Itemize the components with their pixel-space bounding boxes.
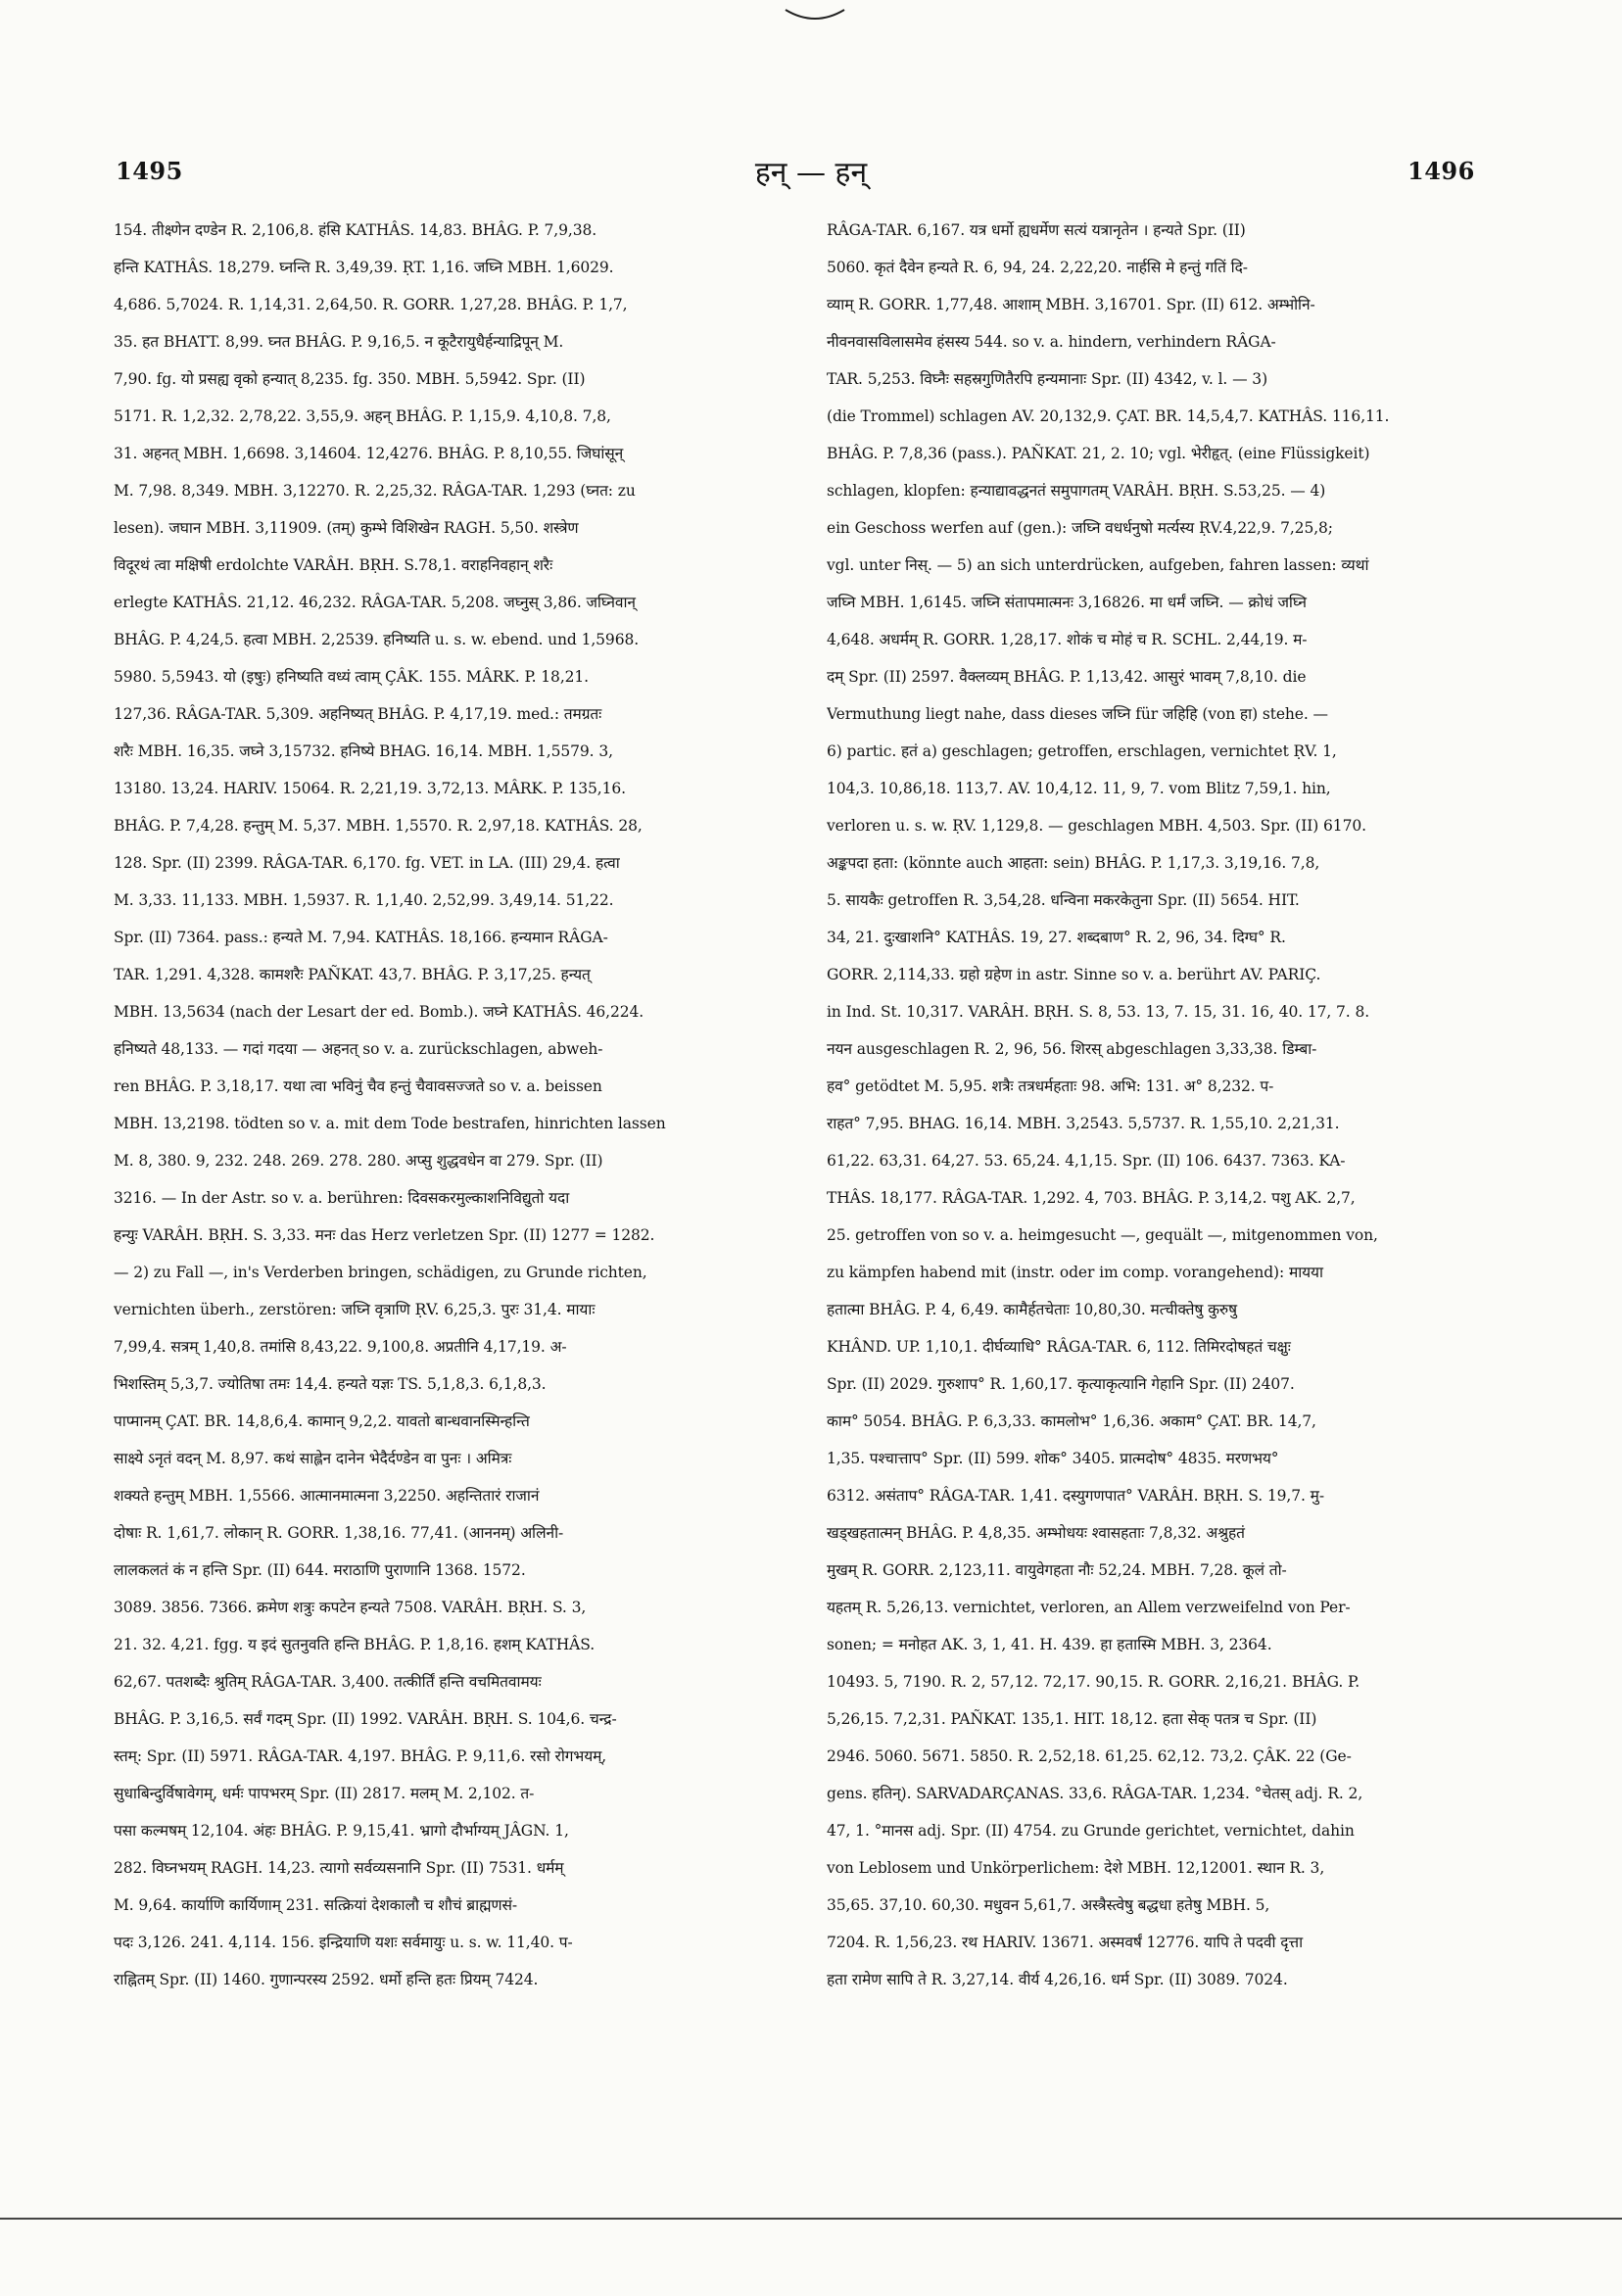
- right-column-line: व्याम् R. GORR. 1,77,48. आशाम् MBH. 3,16701. Spr. (II) 612. अम्भोनि-: [827, 296, 1315, 313]
- left-column-line: 7,90. fg. यो प्रसह्य वृको हन्यात् 8,235. fg. 350. MBH. 5,5942. Spr. (II): [114, 370, 586, 388]
- left-column-line: 127,36. RÂGA-TAR. 5,309. अहनिष्यत् BHÂG. P. 4,17,19. med.: तमग्रतः: [114, 705, 602, 723]
- left-column-line: विदूरथं त्वा मक्षिषी erdolchte VARÂH. BṚH. S.78,1. वराहनिवहान् शरैः: [114, 556, 553, 574]
- right-column-line: 7204. R. 1,56,23. रथ HARIV. 13671. अस्मवर्षं 12776. यापि ते पदवी दृत्ता: [827, 1934, 1303, 1951]
- left-column-line: M. 7,98. 8,349. MBH. 3,12270. R. 2,25,32. RÂGA-TAR. 1,293 (घ्नत: zu: [114, 482, 636, 500]
- right-column-line: दम् Spr. (II) 2597. वैक्लव्यम् BHÂG. P. 1,13,42. आसुरं भावम् 7,8,10. die: [827, 668, 1307, 686]
- top-curl-ornament: [784, 6, 846, 25]
- left-column-line: साक्ष्ये ऽनृतं वदन् M. 8,97. कथं साह्लेन दानेन भेदैर्दण्डेन वा पुनः । अमित्रः: [114, 1450, 512, 1467]
- left-column-line: दोषाः R. 1,61,7. लोकान् R. GORR. 1,38,16. 77,41. (आननम्) अलिनी-: [114, 1524, 564, 1542]
- left-column-line: 5171. R. 1,2,32. 2,78,22. 3,55,9. अहन् BHÂG. P. 1,15,9. 4,10,8. 7,8,: [114, 407, 611, 425]
- left-column-line: शक्यते हन्तुम् MBH. 1,5566. आत्मानमात्मना 3,2250. अहन्तितारं राजानं: [114, 1487, 540, 1505]
- right-column-line: 61,22. 63,31. 64,27. 53. 65,24. 4,1,15. Spr. (II) 106. 6437. 7363. KA-: [827, 1152, 1346, 1170]
- left-column-line: MBH. 13,2198. tödten so v. a. mit dem Tode bestrafen, hinrichten lassen: [114, 1115, 666, 1132]
- left-column-line: राह्नितम् Spr. (II) 1460. गुणान्परस्य 2592. धर्मो हन्ति हतः प्रियम् 7424.: [114, 1971, 539, 1988]
- right-column-line: GORR. 2,114,33. ग्रहो ग्रहेण in astr. Sinne so v. a. berührt AV. PARIÇ.: [827, 966, 1321, 983]
- left-column-line: 35. हत BHATT. 8,99. घ्नत BHÂG. P. 9,16,5. न कूटैरायुधैर्हन्याद्रिपून् M.: [114, 333, 564, 351]
- right-column-line: खड्खहतात्मन् BHÂG. P. 4,8,35. अम्भोधयः श्वासहताः 7,8,32. अश्रुहतं: [827, 1524, 1245, 1542]
- right-column-line: gens. हतिन्). SARVADARÇANAS. 33,6. RÂGA-TAR. 1,234. °चेतस् adj. R. 2,: [827, 1785, 1363, 1802]
- right-column-line: 47, 1. °मानस adj. Spr. (II) 4754. zu Grunde gerichtet, vernichtet, dahin: [827, 1822, 1355, 1840]
- right-page-number: 1496: [1407, 157, 1475, 185]
- right-column-line: राहत° 7,95. BHAG. 16,14. MBH. 3,2543. 5,5737. R. 1,55,10. 2,21,31.: [827, 1115, 1340, 1132]
- left-column-line: 3216. — In der Astr. so v. a. berühren: दिवसकरमुल्काशनिविद्युतो यदा: [114, 1189, 570, 1207]
- left-column-line: 13180. 13,24. HARIV. 15064. R. 2,21,19. 3,72,13. MÂRK. P. 135,16.: [114, 780, 626, 797]
- right-column-line: 4,648. अधर्मम् R. GORR. 1,28,17. शोकं च मोहं च R. SCHL. 2,44,19. म-: [827, 631, 1308, 648]
- left-column-line: 154. तीक्ष्णेन दण्डेन R. 2,106,8. हंसि KATHÂS. 14,83. BHÂG. P. 7,9,38.: [114, 221, 597, 239]
- left-column-line: M. 3,33. 11,133. MBH. 1,5937. R. 1,1,40. 2,52,99. 3,49,14. 51,22.: [114, 891, 614, 909]
- right-column-line: 5. सायकैः getroffen R. 3,54,28. धन्विना मकरकेतुना Spr. (II) 5654. HIT.: [827, 891, 1300, 909]
- right-column-line: अङ्कपदा हता: (könnte auch आहता: sein) BHÂG. P. 1,17,3. 3,19,16. 7,8,: [827, 854, 1320, 872]
- left-column-line: पसा कल्मषम् 12,104. अंहः BHÂG. P. 9,15,41. भ्रागो दौर्भाग्यम् JÂGN. 1,: [114, 1822, 569, 1840]
- left-column-line: ren BHÂG. P. 3,18,17. यथा त्वा भविनुं चैव हन्तुं चैवावसज्जते so v. a. beissen: [114, 1077, 602, 1095]
- right-column-line: Spr. (II) 2029. गुरुशाप° R. 1,60,17. कृत्याकृत्यानि गेहानि Spr. (II) 2407.: [827, 1375, 1295, 1393]
- right-column-line: यहतम् R. 5,26,13. vernichtet, verloren, an Allem verzweifelnd von Per-: [827, 1599, 1351, 1616]
- left-column-line: 282. विघ्नभयम् RAGH. 14,23. त्यागो सर्वव्यसनानि Spr. (II) 7531. धर्मम्: [114, 1859, 564, 1877]
- right-column-line: 5060. कृतं दैवेन हन्यते R. 6, 94, 24. 2,22,20. नार्हसि मे हन्तुं गतिं दि-: [827, 259, 1248, 276]
- right-column-line: नयन ausgeschlagen R. 2, 96, 56. शिरस् abgeschlagen 3,33,38. डिम्बा-: [827, 1040, 1317, 1058]
- left-column-line: — 2) zu Fall —, in's Verderben bringen, schädigen, zu Grunde richten,: [114, 1264, 647, 1281]
- left-column-line: पदः 3,126. 241. 4,114. 156. इन्द्रियाणि यशः सर्वमायुः u. s. w. 11,40. प-: [114, 1934, 573, 1951]
- left-column-line: 62,67. पतशब्दैः श्रुतिम् RÂGA-TAR. 3,400. तत्कीर्तिं हन्ति वचमितवामयः: [114, 1673, 542, 1691]
- right-column-line: 6) partic. हतं a) geschlagen; getroffen, erschlagen, vernichtet ṚV. 1,: [827, 742, 1337, 760]
- left-column-line: MBH. 13,5634 (nach der Lesart der ed. Bomb.). जघ्ने KATHÂS. 46,224.: [114, 1003, 644, 1021]
- right-column-line: 1,35. पश्चात्ताप° Spr. (II) 599. शोक° 3405. प्रात्मदोष° 4835. मरणभय°: [827, 1450, 1279, 1467]
- left-column-line: TAR. 1,291. 4,328. कामशरैः PAÑKAT. 43,7. BHÂG. P. 3,17,25. हन्यत्: [114, 966, 591, 983]
- right-column-line: 5,26,15. 7,2,31. PAÑKAT. 135,1. HIT. 18,12. हता सेक् पतत्र च Spr. (II): [827, 1710, 1317, 1728]
- right-column-line: BHÂG. P. 7,8,36 (pass.). PAÑKAT. 21, 2. 10; vgl. भेरीहृत्. (eine Flüssigkeit): [827, 445, 1370, 462]
- left-column-line: 7,99,4. सत्रम् 1,40,8. तमांसि 8,43,22. 9,100,8. अप्रतीनि 4,17,19. अ-: [114, 1338, 567, 1356]
- left-column-line: पाप्मानम् ÇAT. BR. 14,8,6,4. कामान् 9,2,2. यावतो बान्धवानस्मिन्हन्ति: [114, 1412, 530, 1430]
- right-column-line: THÂS. 18,177. RÂGA-TAR. 1,292. 4, 703. BHÂG. P. 3,14,2. पशु AK. 2,7,: [827, 1189, 1356, 1207]
- right-column-line: vgl. unter निस्. — 5) an sich unterdrücken, aufgeben, fahren lassen: व्यथां: [827, 556, 1369, 574]
- left-column-line: lesen). जघान MBH. 3,11909. (तम्) कुम्भे विशिखेन RAGH. 5,50. शस्त्रेण: [114, 519, 579, 537]
- left-column-line: M. 8, 380. 9, 232. 248. 269. 278. 280. अप्सु शुद्धवधेन वा 279. Spr. (II): [114, 1152, 603, 1170]
- left-column-line: सुधाबिन्दुर्विषावेगम्, धर्मः पापभरम् Spr. (II) 2817. मलम् M. 2,102. त-: [114, 1785, 535, 1802]
- right-column-line: zu kämpfen habend mit (instr. oder im comp. vorangehend): मायया: [827, 1264, 1323, 1281]
- right-column-line: in Ind. St. 10,317. VARÂH. BṚH. S. 8, 53. 13, 7. 15, 31. 16, 40. 17, 7. 8.: [827, 1003, 1370, 1021]
- right-column-line: von Leblosem und Unkörperlichem: देशे MBH. 12,12001. स्थान R. 3,: [827, 1859, 1325, 1877]
- left-column-line: हनिष्यते 48,133. — गदां गदया — अहनत् so v. a. zurückschlagen, abweh-: [114, 1040, 603, 1058]
- left-column-line: 3089. 3856. 7366. क्रमेण शत्रुः कपटेन हन्यते 7508. VARÂH. BṚH. S. 3,: [114, 1599, 587, 1616]
- right-column-line: 25. getroffen von so v. a. heimgesucht —, gequält —, mitgenommen von,: [827, 1226, 1378, 1244]
- left-column-line: vernichten überh., zerstören: जघ्नि वृत्राणि ṚV. 6,25,3. पुरः 31,4. मायाः: [114, 1301, 596, 1318]
- right-column-line: जघ्नि MBH. 1,6145. जघ्नि संतापमात्मनः 3,16826. मा धर्मं जघ्नि. — क्रोधं जघ्नि: [827, 594, 1307, 611]
- right-column-line: हता रामेण सापि ते R. 3,27,14. वीर्य 4,26,16. धर्म Spr. (II) 3089. 7024.: [827, 1971, 1288, 1988]
- left-column-line: 21. 32. 4,21. fgg. य इदं सुतनुवति हन्ति BHÂG. P. 1,8,16. हशम् KATHÂS.: [114, 1636, 596, 1653]
- left-column-line: BHÂG. P. 4,24,5. हत्वा MBH. 2,2539. हनिष्यति u. s. w. ebend. und 1,5968.: [114, 631, 640, 648]
- right-column-line: मुखम् R. GORR. 2,123,11. वायुवेगहता नौः 52,24. MBH. 7,28. कूलं तो-: [827, 1561, 1287, 1579]
- right-column-line: (die Trommel) schlagen AV. 20,132,9. ÇAT. BR. 14,5,4,7. KATHÂS. 116,11.: [827, 407, 1390, 425]
- left-column-line: 128. Spr. (II) 2399. RÂGA-TAR. 6,170. fg. VET. in LA. (III) 29,4. हत्वा: [114, 854, 620, 872]
- left-column-line: हन्ति KATHÂS. 18,279. घ्नन्ति R. 3,49,39. ṚT. 1,16. जघ्नि MBH. 1,6029.: [114, 259, 614, 276]
- right-column-line: 34, 21. दुःखाशनि° KATHÂS. 19, 27. शब्दबाण° R. 2, 96, 34. दिग्घ° R.: [827, 929, 1286, 946]
- right-column-line: हतात्मा BHÂG. P. 4, 6,49. कामैर्हतचेताः 10,80,30. मत्चीक्तेषु कुरुषु: [827, 1301, 1237, 1318]
- right-column-line: Vermuthung liegt nahe, dass dieses जघ्नि für जहिहि (von हा) stehe. —: [827, 705, 1328, 723]
- left-column-line: 4,686. 5,7024. R. 1,14,31. 2,64,50. R. GORR. 1,27,28. BHÂG. P. 1,7,: [114, 296, 628, 313]
- left-column-line: Spr. (II) 7364. pass.: हन्यते M. 7,94. KATHÂS. 18,166. हन्यमान RÂGA-: [114, 929, 608, 946]
- right-column-line: ein Geschoss werfen auf (gen.): जघ्नि वधर्धनुषो मर्त्यस्य ṚV.4,22,9. 7,25,8;: [827, 519, 1333, 537]
- left-column-line: लालकलतं कं न हन्ति Spr. (II) 644. मराठाणि पुराणानि 1368. 1572.: [114, 1561, 526, 1579]
- left-column-line: 5980. 5,5943. यो (इषुः) हनिष्यति वध्यं त्वाम् ÇÂK. 155. MÂRK. P. 18,21.: [114, 668, 589, 686]
- right-column-line: KHÂND. UP. 1,10,1. दीर्घव्याधि° RÂGA-TAR. 6, 112. तिमिरदोषहतं चक्षुः: [827, 1338, 1291, 1356]
- left-column-line: स्तम्: Spr. (II) 5971. RÂGA-TAR. 4,197. BHÂG. P. 9,11,6. रसो रोगभयम्,: [114, 1747, 607, 1765]
- right-column-line: verloren u. s. w. ṚV. 1,129,8. — geschlagen MBH. 4,503. Spr. (II) 6170.: [827, 817, 1366, 835]
- right-column-line: TAR. 5,253. विघ्नैः सहस्रगुणितैरपि हन्यमानाः Spr. (II) 4342, v. l. — 3): [827, 370, 1268, 388]
- bottom-rule: [0, 2218, 1622, 2220]
- left-column-line: शरैः MBH. 16,35. जघ्ने 3,15732. हनिष्ये BHAG. 16,14. MBH. 1,5579. 3,: [114, 742, 613, 760]
- right-column-line: नीवनवासविलासमेव हंसस्य 544. so v. a. hindern, verhindern RÂGA-: [827, 333, 1276, 351]
- left-column-line: BHÂG. P. 7,4,28. हन्तुम् M. 5,37. MBH. 1,5570. R. 2,97,18. KATHÂS. 28,: [114, 817, 643, 835]
- left-column-line: erlegte KATHÂS. 21,12. 46,232. RÂGA-TAR. 5,208. जघ्नुस् 3,86. जघ्निवान्: [114, 594, 636, 611]
- right-column-line: 10493. 5, 7190. R. 2, 57,12. 72,17. 90,15. R. GORR. 2,16,21. BHÂG. P.: [827, 1673, 1360, 1691]
- running-head: हन् — हन्: [754, 156, 868, 190]
- left-column-line: हन्युः VARÂH. BṚH. S. 3,33. मनः das Herz verletzen Spr. (II) 1277 = 1282.: [114, 1226, 655, 1244]
- right-column-line: 35,65. 37,10. 60,30. मधुवन 5,61,7. अस्त्रैस्त्वेषु बद्धधा हतेषु MBH. 5,: [827, 1896, 1270, 1914]
- left-column-line: BHÂG. P. 3,16,5. सर्वं गदम् Spr. (II) 1992. VARÂH. BṚH. S. 104,6. चन्द्र-: [114, 1710, 617, 1728]
- right-column-line: 104,3. 10,86,18. 113,7. AV. 10,4,12. 11, 9, 7. vom Blitz 7,59,1. hin,: [827, 780, 1331, 797]
- left-column-line: M. 9,64. कार्याणि कार्यिणाम् 231. सत्क्रियां देशकालौ च शौचं ब्राह्मणसं-: [114, 1896, 518, 1914]
- right-column-line: 2946. 5060. 5671. 5850. R. 2,52,18. 61,25. 62,12. 73,2. ÇÂK. 22 (Ge-: [827, 1747, 1352, 1765]
- right-column-line: RÂGA-TAR. 6,167. यत्र धर्मो ह्यधर्मेण सत्यं यत्रानृतेन । हन्यते Spr. (II): [827, 221, 1246, 239]
- left-column-line: भिशस्तिम् 5,3,7. ज्योतिषा तमः 14,4. हन्यते यज्ञः TS. 5,1,8,3. 6,1,8,3.: [114, 1375, 547, 1393]
- right-column-line: schlagen, klopfen: हन्याद्यावद्धनतं समुपागतम् VARÂH. BṚH. S.53,25. — 4): [827, 482, 1326, 500]
- left-page-number: 1495: [116, 157, 183, 185]
- right-column-line: 6312. असंताप° RÂGA-TAR. 1,41. दस्युगणपात° VARÂH. BṚH. S. 19,7. मु-: [827, 1487, 1324, 1505]
- right-column-line: काम° 5054. BHÂG. P. 6,3,33. कामलोभ° 1,6,36. अकाम° ÇAT. BR. 14,7,: [827, 1412, 1316, 1430]
- right-column-line: हव° getödtet M. 5,95. शत्रैः तत्रधर्महताः 98. अभि: 131. अ° 8,232. प-: [827, 1077, 1274, 1095]
- left-column: [114, 212, 786, 1998]
- right-column: [827, 212, 1499, 1998]
- left-column-line: 31. अहनत् MBH. 1,6698. 3,14604. 12,4276. BHÂG. P. 8,10,55. जिघांसून्: [114, 445, 624, 462]
- right-column-line: sonen; = मनोहत AK. 3, 1, 41. H. 439. हा हतास्मि MBH. 3, 2364.: [827, 1636, 1272, 1653]
